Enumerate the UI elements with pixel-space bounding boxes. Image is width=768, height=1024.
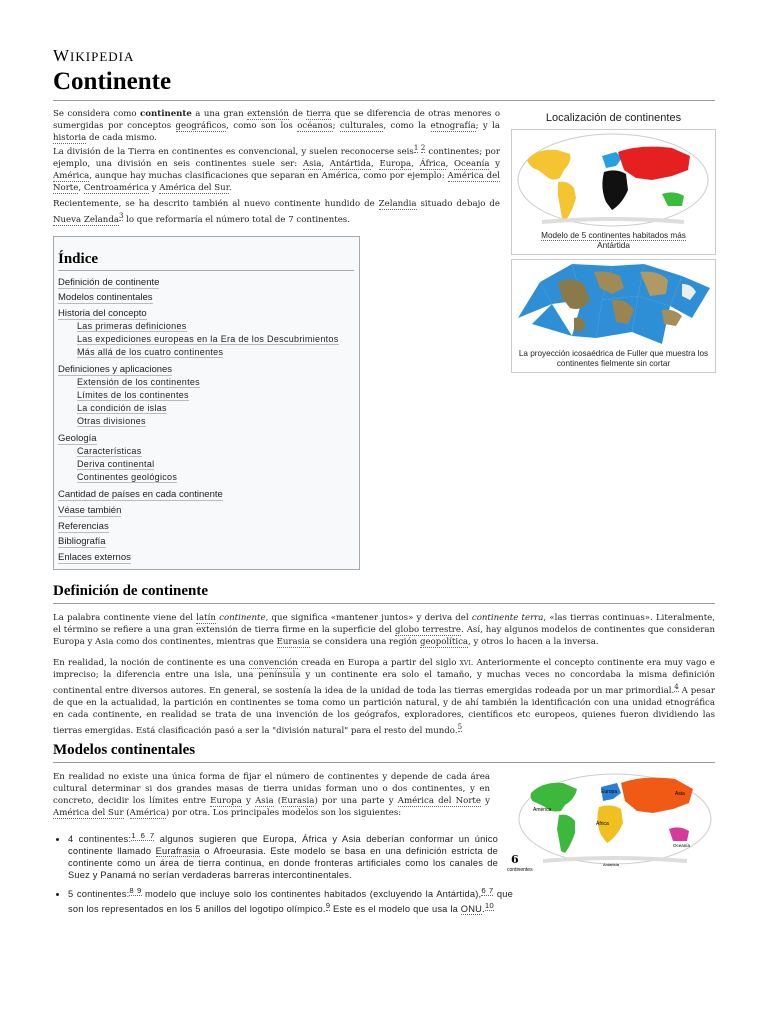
toc-subitem[interactable]: Más allá de los cuatro continentes — [77, 347, 224, 357]
ref-8-9[interactable]: 8 9 — [129, 886, 142, 895]
link-onu[interactable]: ONU — [460, 904, 483, 915]
intro-paragraph-2: La división de la Tierra en continentes es convencional, y suelen reconocerse seis$^{1 2}$ continentes; por ejemplo, una división en seis continentes suele ser: Asia, Antártida, Europa, África, Oceanía y América, aunque hay muchas clasificaciones que separan en América, como por ejemplo: América del Norte, Centroamérica y América del Sur. — [53, 144, 501, 193]
link-america-sur-2[interactable]: América del Sur — [53, 808, 124, 818]
map-label-america: América — [533, 807, 552, 813]
link-modelo-5[interactable]: Modelo de 5 continentes habitados más — [541, 231, 686, 240]
toc-item[interactable]: Modelos continentales — [58, 292, 153, 303]
link-geograficos[interactable]: geográficos — [175, 121, 227, 131]
ref-3[interactable]: 3 — [118, 212, 124, 220]
infobox-image-frame-1 — [511, 129, 716, 255]
models-paragraph: En realidad no existe una única forma de fijar el número de continentes y depende de cada área cultural determinar si dos grandes masas de tierra unidas forman uno o dos continentes, y en concreto, decidir los límites entre Europa y Asia (Eurasia) por una parte y América del Norte y América del Sur (América) por otra. Los principales modelos son los siguientes: — [53, 772, 491, 818]
ref-2[interactable]: 2 — [420, 144, 426, 152]
toc-subitem[interactable]: Límites de los continentes — [77, 390, 189, 400]
toc-subitem[interactable]: Extensión de los continentes — [77, 377, 200, 387]
toc-subitem[interactable]: Características — [77, 446, 142, 456]
link-latin[interactable]: latín — [196, 613, 216, 623]
section-heading-modelos: Modelos continentales — [53, 742, 715, 763]
toc-subitem[interactable]: Las expediciones europeas en la Era de los Descubrimientos — [77, 334, 339, 344]
ref-4[interactable]: 4 — [674, 683, 679, 691]
link-america[interactable]: América — [53, 170, 90, 181]
ref-5[interactable]: 5 — [457, 722, 463, 731]
models-list — [53, 885, 513, 915]
toc-item[interactable]: Definición de continente — [58, 277, 160, 288]
link-centroamerica[interactable]: Centroamérica — [83, 182, 149, 193]
link-america-norte-2[interactable]: América del Norte — [397, 796, 481, 806]
ref-10[interactable]: 10 — [484, 901, 494, 911]
intro-paragraph-3: Recientemente, se ha descrito también al nuevo continente hundido de Zelandia situado debajo de Nueva Zelanda$^3$ lo que reformaría el número total de 7 continentes. — [53, 199, 500, 225]
link-geopolitica[interactable]: geopolítica — [419, 637, 469, 647]
map-label-europa: Europa — [601, 789, 618, 795]
toc-subitem[interactable]: Continentes geológicos — [77, 472, 178, 482]
link-antartida[interactable]: Antártida — [329, 158, 372, 169]
link-oceania[interactable]: Oceanía — [454, 158, 490, 169]
intro-paragraph-1: Se considera como continente a una gran extensión de tierra que se diferencia de otras menores o sumergidas por conceptos geográficos, como son los océanos; culturales, como la etnografía; y la historia de cada mismo. — [53, 109, 500, 143]
models-list — [53, 830, 498, 881]
link-america-norte[interactable]: América del Norte — [53, 170, 500, 193]
toc-subitem[interactable]: Otras divisiones — [77, 416, 146, 426]
link-globo-terrestre[interactable]: globo terrestre — [395, 625, 462, 635]
wikipedia-wordmark[interactable]: WIKIPEDIA — [53, 46, 135, 65]
link-eurafrasia[interactable]: Eurafrasia — [155, 846, 200, 857]
link-america-sur[interactable]: América del Sur — [159, 182, 229, 193]
map-number: 6 — [511, 853, 519, 866]
toc-subitem[interactable]: Deriva continental — [77, 459, 155, 469]
link-tierra[interactable]: tierra — [306, 109, 332, 119]
def-paragraph-2: En realidad, la noción de continente es una convención creada en Europa a partir del siglo xvi. Anteriormente el concepto continente era muy vago e impreciso; la diferencia entre una isla, una península y un continente era solo el tamaño, y muchas veces no concordaba la misma definición continental entre diversos autores. En general, se sostenía la idea de la unidad de toda las tierras emergidas rodeada por un mar primordial.$^4$ A pesar de que en la actualidad, la partición en continentes se toma como un partición natural, y de ahí también la identificación con una unidad etnográfica en cada continente, en realidad se trata de una invención de los geógrafos, exploradores, científicos etc europeos, quienes fueron dividiendo las tierras emergidas. Está clasificación pasó a ser la "división natural" para el resto del mundo.$^5$ — [53, 658, 715, 736]
ref-6-7[interactable]: 6 7 — [481, 886, 494, 895]
continent-map-image[interactable] — [512, 130, 715, 230]
toc-item[interactable]: Véase también — [58, 505, 122, 516]
link-historia[interactable]: historia — [53, 133, 87, 143]
list-item: • 5 continentes:$^{8 9}$ modelo que incluye solo los continentes habitados (excluyendo la Antártida),$^{6 7}$ que son los representados en los 5 anillos del logotipo olímpico.$^9$ Este es el modelo que usa la ONU.$^{10}$ — [68, 885, 513, 915]
link-culturales[interactable]: culturales — [339, 121, 384, 131]
map-label-oceania: Oceanía — [673, 843, 691, 848]
link-convencion[interactable]: convención — [248, 658, 298, 668]
link-zelandia[interactable]: Zelandia — [378, 199, 417, 209]
toc-item[interactable]: Historia del concepto — [58, 308, 147, 319]
ref-1-6-7[interactable]: 1 6 7 — [131, 831, 155, 840]
link-asia[interactable]: Asia — [302, 158, 322, 169]
link-europa[interactable]: Europa — [379, 158, 412, 169]
link-extension[interactable]: extensión — [247, 109, 289, 119]
toc-title: Índice — [58, 251, 354, 271]
toc-item[interactable]: Enlaces externos — [58, 552, 131, 563]
infobox-image-1-caption: Modelo de 5 continentes habitados más Antártida — [541, 231, 686, 250]
map-label-africa: África — [596, 821, 609, 827]
ref-9[interactable]: 9 — [325, 901, 331, 911]
link-asia-2[interactable]: Asia — [255, 796, 274, 806]
infobox-image-2-caption: La proyección icosaédrica de Fuller que muestra los continentes fielmente sin cortar — [518, 349, 709, 368]
link-eurasia[interactable]: Eurasia — [276, 637, 310, 647]
infobox-image-frame-2 — [511, 259, 716, 373]
section-heading-definicion: Definición de continente — [53, 583, 715, 604]
link-africa[interactable]: África — [419, 158, 446, 169]
ref-1[interactable]: 1 — [413, 144, 419, 152]
list-item: • 4 continentes:$^{1 6 7}$ algunos sugieren que Europa, África y Asia deberían conformar un único continente llamado Eurafrasia o Afroeurasia. Este modelo se basa en una definición estricta de continente como un área de tierra continua, en donde fronteras artificiales como los canales de Suez y Panamá no serían verdaderas barreras intercontinentales. — [68, 830, 498, 881]
link-etnografia[interactable]: etnografía — [430, 121, 476, 131]
toc-item[interactable]: Referencias — [58, 521, 109, 532]
six-continents-map[interactable] — [503, 771, 715, 875]
page-title: Continente — [53, 68, 715, 101]
link-europa-2[interactable]: Europa — [210, 796, 242, 806]
link-america-2[interactable]: América — [129, 808, 166, 818]
link-oceanos[interactable]: océanos — [297, 121, 333, 131]
map-subtitle: continentes — [507, 867, 533, 873]
toc-item[interactable]: Geología — [58, 433, 97, 444]
toc-item[interactable]: Bibliografía — [58, 536, 106, 547]
map-label-antartida: Antártida — [603, 862, 620, 867]
toc-item[interactable]: Cantidad de países en cada continente — [58, 489, 223, 500]
toc-item[interactable]: Definiciones y aplicaciones — [58, 364, 173, 375]
toc-subitem[interactable]: Las primeras definiciones — [77, 321, 187, 331]
map-label-asia: Asia — [675, 791, 685, 797]
link-nueva-zelanda[interactable]: Nueva Zelanda — [53, 214, 119, 225]
def-paragraph-1: La palabra continente viene del latín continente, que significa «mantener juntos» y deriva del continente terra, «las tierras continuas». Literalmente, el término se refiere a una gran extensión de tierra firme en la superficie del globo terrestre. Así, hay algunos modelos de continentes que consideran Europa y Asia como dos continentes, mientras que Eurasia se considera una región geopolítica, y otros lo hacen a la inversa. — [53, 613, 716, 647]
link-eurasia-2[interactable]: Eurasia — [281, 796, 315, 806]
toc-subitem[interactable]: La condición de islas — [77, 403, 167, 413]
fuller-projection-image[interactable] — [512, 260, 715, 348]
infobox — [511, 112, 716, 377]
table-of-contents — [53, 236, 360, 570]
infobox-caption: Localización de continentes — [545, 112, 682, 124]
